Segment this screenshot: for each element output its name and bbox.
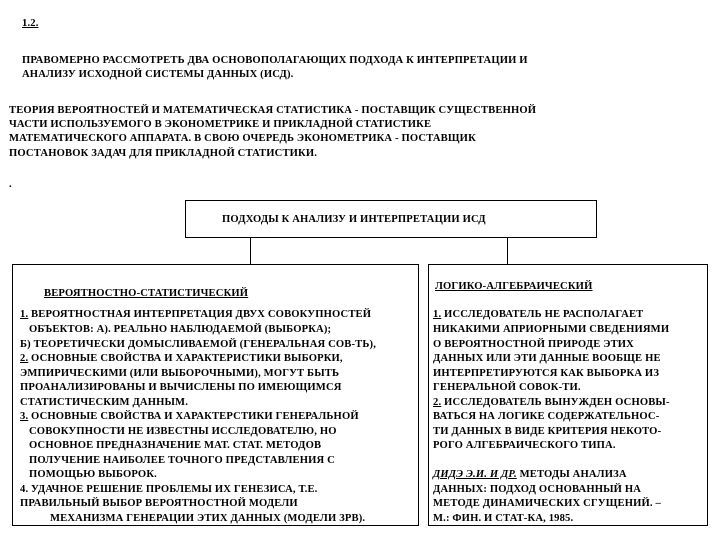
reference-line: ДАННЫХ: ПОДХОД ОСНОВАННЫЙ НА <box>433 484 642 495</box>
probabilistic-approach-box <box>12 264 419 526</box>
list-line: ТИ ДАННЫХ В ВИДЕ КРИТЕРИЯ НЕКОТО- <box>433 426 662 437</box>
theory-line: ПОСТАНОВОК ЗАДАЧ ДЛЯ ПРИКЛАДНОЙ СТАТИСТИКИ. <box>9 148 318 159</box>
list-line: 4. УДАЧНОЕ РЕШЕНИЕ ПРОБЛЕМЫ ИХ ГЕНЕЗИСА, Т.Е. <box>20 484 318 495</box>
list-line: О ВЕРОЯТНОСТНОЙ ПРИРОДЕ ЭТИХ <box>433 339 634 350</box>
probabilistic-approach-title: ВЕРОЯТНОСТНО-СТАТИСТИЧЕСКИЙ <box>44 288 249 299</box>
approaches-title-box <box>185 200 597 238</box>
list-line: 3. ОСНОВНЫЕ СВОЙСТВА И ХАРАКТЕРСТИКИ ГЕНЕРАЛЬНОЙ <box>20 411 359 422</box>
list-line: ВАТЬСЯ НА ЛОГИКЕ СОДЕРЖАТЕЛЬНОС- <box>433 411 660 422</box>
connector-right <box>507 238 508 264</box>
list-line: СОВОКУПНОСТИ НЕ ИЗВЕСТНЫ ИССЛЕДОВАТЕЛЮ, НО <box>29 426 337 437</box>
list-line: ГЕНЕРАЛЬНОЙ СОВОК-ТИ. <box>433 382 581 393</box>
intro-line: АНАЛИЗУ ИСХОДНОЙ СИСТЕМЫ ДАННЫХ (ИСД). <box>22 69 294 80</box>
reference-line: ДИДЭ Э.И. И ДР. МЕТОДЫ АНАЛИЗА <box>433 469 627 480</box>
list-line: ДАННЫХ ИЛИ ЭТИ ДАННЫЕ ВООБЩЕ НЕ <box>433 353 661 364</box>
list-line: ПРОАНАЛИЗИРОВАНЫ И ВЫЧИСЛЕНЫ ПО ИМЕЮЩИМСЯ <box>20 382 342 393</box>
theory-line: МАТЕМАТИЧЕСКОГО АППАРАТА. В СВОЮ ОЧЕРЕДЬ ЭКОНОМЕТРИКА - ПОСТАВЩИК <box>9 133 476 144</box>
list-line: ПРАВИЛЬНЫЙ ВЫБОР ВЕРОЯТНОСТНОЙ МОДЕЛИ <box>20 498 298 509</box>
list-line: 2. ИССЛЕДОВАТЕЛЬ ВЫНУЖДЕН ОСНОВЫ- <box>433 397 670 408</box>
stray-dot: . <box>9 179 12 190</box>
list-line: НИКАКИМИ АПРИОРНЫМИ СВЕДЕНИЯМИ <box>433 324 670 335</box>
list-line: ОСНОВНОЕ ПРЕДНАЗНАЧЕНИЕ МАТ. СТАТ. МЕТОДОВ <box>29 440 322 451</box>
list-line: РОГО АЛГЕБРАИЧЕСКОГО ТИПА. <box>433 440 616 451</box>
list-line: 1. ВЕРОЯТНОСТНАЯ ИНТЕРПРЕТАЦИЯ ДВУХ СОВОКУПНОСТЕЙ <box>20 309 372 320</box>
list-line: 2. ОСНОВНЫЕ СВОЙСТВА И ХАРАКТЕРИСТИКИ ВЫБОРКИ, <box>20 353 343 364</box>
theory-line: ТЕОРИЯ ВЕРОЯТНОСТЕЙ И МАТЕМАТИЧЕСКАЯ СТАТИСТИКА - ПОСТАВЩИК СУЩЕСТВЕННОЙ <box>9 105 537 116</box>
algebraic-approach-box <box>428 264 708 526</box>
section-number: 1.2. <box>22 18 39 29</box>
reference-author: ДИДЭ Э.И. И ДР. <box>433 469 517 480</box>
list-line: Б) ТЕОРЕТИЧЕСКИ ДОМЫСЛИВАЕМОЙ (ГЕНЕРАЛЬНАЯ СОВ-ТЬ), <box>20 339 377 350</box>
list-line: СТАТИСТИЧЕСКИМ ДАННЫМ. <box>20 397 188 408</box>
algebraic-approach-title: ЛОГИКО-АЛГЕБРАИЧЕСКИЙ <box>435 281 593 292</box>
reference-line: М.: ФИН. И СТАТ-КА, 1985. <box>433 513 574 524</box>
list-line: ЭМПИРИЧЕСКИМИ (ИЛИ ВЫБОРОЧНЫМИ), МОГУТ БЫТЬ <box>20 368 340 379</box>
list-line: 1. ИССЛЕДОВАТЕЛЬ НЕ РАСПОЛАГАЕТ <box>433 309 644 320</box>
list-line: МЕХАНИЗМА ГЕНЕРАЦИИ ЭТИХ ДАННЫХ (МОДЕЛИ ЗРВ). <box>50 513 366 524</box>
list-line: ПОМОЩЬЮ ВЫБОРОК. <box>29 469 157 480</box>
list-line: ПОЛУЧЕНИЕ НАИБОЛЕЕ ТОЧНОГО ПРЕДСТАВЛЕНИЯ С <box>29 455 335 466</box>
list-line: ОБЪЕКТОВ: А). РЕАЛЬНО НАБЛЮДАЕМОЙ (ВЫБОРКА); <box>29 324 332 335</box>
connector-left <box>250 238 251 264</box>
intro-line: ПРАВОМЕРНО РАССМОТРЕТЬ ДВА ОСНОВОПОЛАГАЮЩИХ ПОДХОДА К ИНТЕРПРЕТАЦИИ И <box>22 55 528 66</box>
theory-line: ЧАСТИ ИСПОЛЬЗУЕМОГО В ЭКОНОМЕТРИКЕ И ПРИКЛАДНОЙ СТАТИСТИКЕ <box>9 119 432 130</box>
reference-line: МЕТОДЕ ДИНАМИЧЕСКИХ СГУЩЕНИЙ. – <box>433 498 661 509</box>
list-line: ИНТЕРПРЕТИРУЮТСЯ КАК ВЫБОРКА ИЗ <box>433 368 660 379</box>
approaches-title: ПОДХОДЫ К АНАЛИЗУ И ИНТЕРПРЕТАЦИИ ИСД <box>222 214 486 225</box>
